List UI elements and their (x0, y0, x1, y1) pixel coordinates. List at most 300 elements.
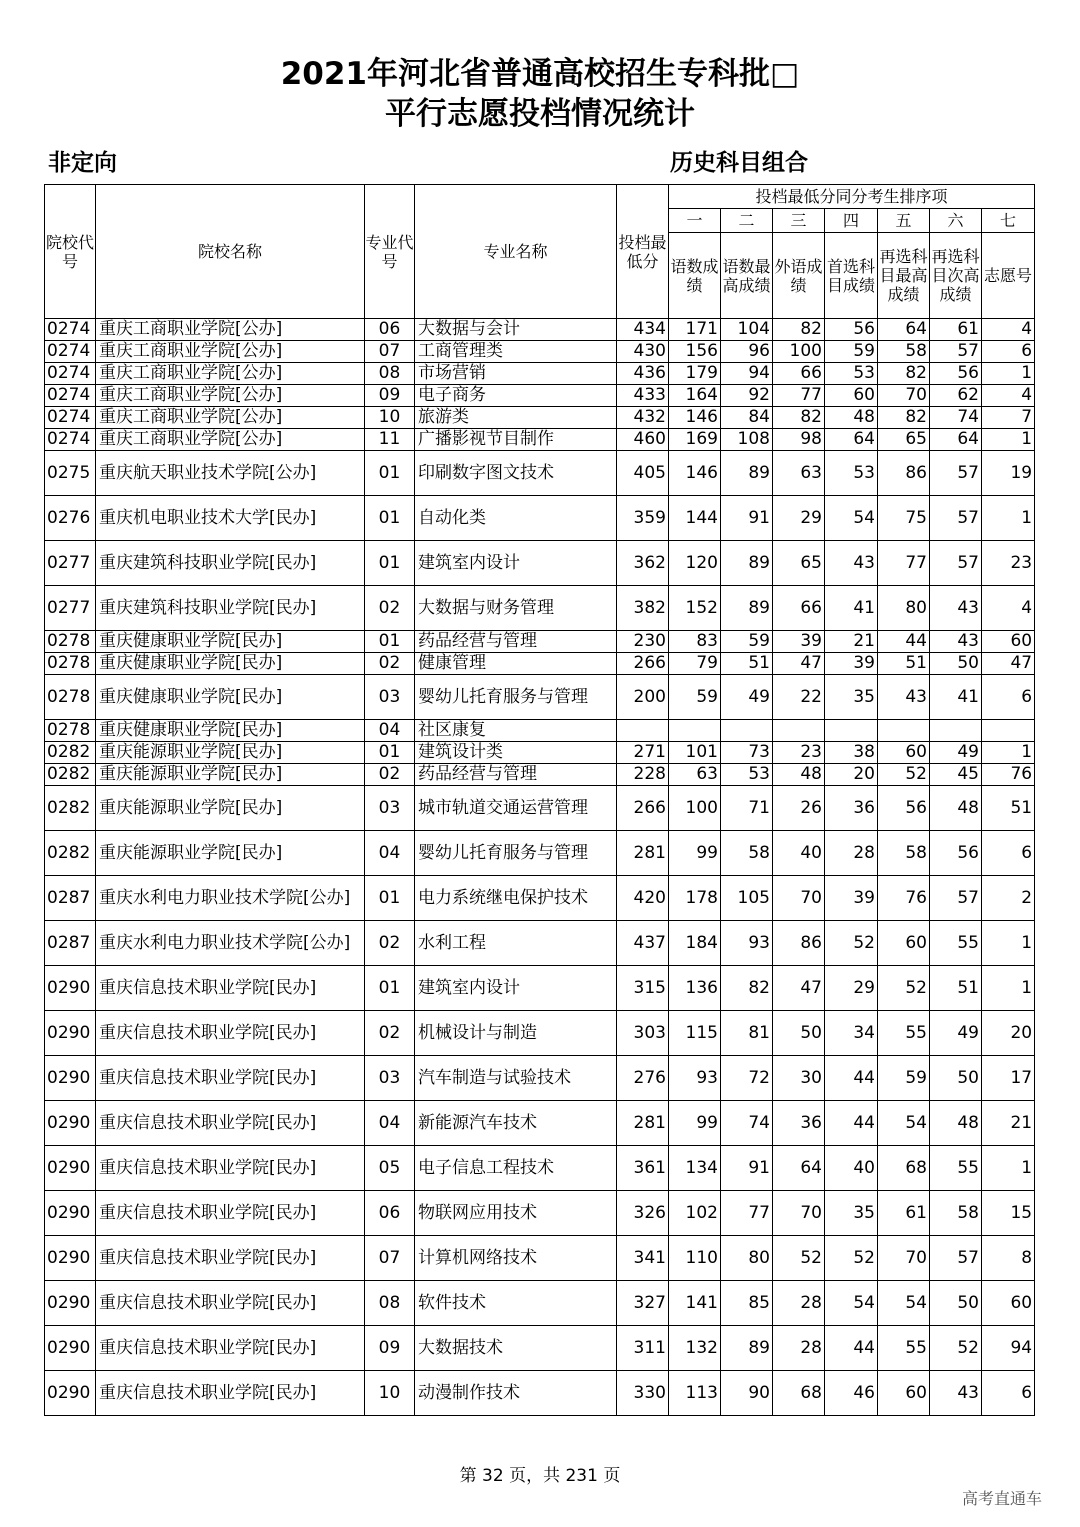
cell-foreign-language: 82 (773, 407, 825, 429)
cell-major-name: 药品经营与管理 (415, 631, 617, 653)
cell-min-score: 460 (617, 429, 669, 451)
cell-major-code: 05 (365, 1146, 415, 1191)
subtitle-subject-combo: 历史科目组合 (670, 150, 808, 176)
cell-first-subject: 40 (825, 1146, 878, 1191)
cell-elective-second: 74 (930, 407, 982, 429)
cell-chinese-math-max: 59 (721, 631, 773, 653)
cell-first-subject: 64 (825, 429, 878, 451)
table-row (45, 1371, 1035, 1416)
cell-foreign-language: 22 (773, 675, 825, 720)
cell-school-code: 0290 (45, 1236, 96, 1281)
cell-chinese-math-max: 82 (721, 966, 773, 1011)
cell-major-name: 城市轨道交通运营管理 (415, 786, 617, 831)
cell-major-code: 02 (365, 921, 415, 966)
cell-elective-max: 52 (878, 966, 930, 1011)
table-row (45, 1281, 1035, 1326)
cell-major-code: 04 (365, 1101, 415, 1146)
header-order-3: 三 (773, 209, 825, 233)
cell-chinese-math-max: 89 (721, 451, 773, 496)
header-order-6: 六 (930, 209, 982, 233)
cell-chinese-math: 99 (669, 831, 721, 876)
watermark: 高考直通车 (962, 1489, 1043, 1508)
cell-foreign-language: 30 (773, 1056, 825, 1101)
cell-elective-max: 82 (878, 407, 930, 429)
cell-first-subject: 28 (825, 831, 878, 876)
cell-first-subject: 53 (825, 363, 878, 385)
cell-first-subject: 59 (825, 341, 878, 363)
cell-chinese-math-max: 108 (721, 429, 773, 451)
table-row (45, 1326, 1035, 1371)
table-row (45, 653, 1035, 675)
cell-preference-no: 4 (982, 385, 1035, 407)
cell-school-code: 0276 (45, 496, 96, 541)
cell-elective-max: 76 (878, 876, 930, 921)
cell-major-name: 建筑室内设计 (415, 966, 617, 1011)
cell-chinese-math-max: 58 (721, 831, 773, 876)
cell-major-code: 03 (365, 1056, 415, 1101)
cell-major-name: 建筑室内设计 (415, 541, 617, 586)
cell-elective-second: 48 (930, 786, 982, 831)
cell-min-score: 382 (617, 586, 669, 631)
header-item-6: 再选科目次高成绩 (930, 233, 982, 319)
table-row (45, 921, 1035, 966)
table-row (45, 720, 1035, 742)
cell-chinese-math-max: 96 (721, 341, 773, 363)
cell-chinese-math-max: 77 (721, 1191, 773, 1236)
header-order-2: 二 (721, 209, 773, 233)
cell-first-subject: 41 (825, 586, 878, 631)
table-row (45, 341, 1035, 363)
cell-min-score: 266 (617, 653, 669, 675)
cell-min-score: 276 (617, 1056, 669, 1101)
header-order-5: 五 (878, 209, 930, 233)
cell-school-name: 重庆工商职业学院[公办] (96, 385, 365, 407)
cell-elective-second (930, 720, 982, 742)
cell-min-score (617, 720, 669, 742)
cell-elective-max: 75 (878, 496, 930, 541)
cell-chinese-math: 120 (669, 541, 721, 586)
cell-major-code: 03 (365, 675, 415, 720)
cell-major-code: 01 (365, 631, 415, 653)
cell-major-name: 大数据与会计 (415, 319, 617, 341)
cell-preference-no: 1 (982, 429, 1035, 451)
cell-foreign-language: 26 (773, 786, 825, 831)
cell-major-code: 01 (365, 876, 415, 921)
cell-major-name: 工商管理类 (415, 341, 617, 363)
cell-elective-max: 52 (878, 764, 930, 786)
table-row (45, 831, 1035, 876)
cell-elective-max: 70 (878, 385, 930, 407)
cell-preference-no: 8 (982, 1236, 1035, 1281)
cell-elective-max: 54 (878, 1281, 930, 1326)
cell-chinese-math-max: 73 (721, 742, 773, 764)
cell-chinese-math: 178 (669, 876, 721, 921)
cell-chinese-math-max: 105 (721, 876, 773, 921)
cell-chinese-math: 171 (669, 319, 721, 341)
cell-min-score: 405 (617, 451, 669, 496)
admission-table (44, 184, 1035, 1416)
cell-preference-no: 4 (982, 319, 1035, 341)
cell-school-name: 重庆工商职业学院[公办] (96, 319, 365, 341)
cell-min-score: 330 (617, 1371, 669, 1416)
cell-school-code: 0278 (45, 720, 96, 742)
cell-preference-no: 1 (982, 966, 1035, 1011)
cell-school-name: 重庆能源职业学院[民办] (96, 831, 365, 876)
cell-major-name: 电子信息工程技术 (415, 1146, 617, 1191)
cell-school-name: 重庆信息技术职业学院[民办] (96, 1146, 365, 1191)
cell-elective-second: 41 (930, 675, 982, 720)
table-row (45, 1101, 1035, 1146)
cell-chinese-math-max: 91 (721, 1146, 773, 1191)
cell-major-code: 01 (365, 451, 415, 496)
cell-chinese-math-max: 84 (721, 407, 773, 429)
cell-min-score: 311 (617, 1326, 669, 1371)
cell-foreign-language: 29 (773, 496, 825, 541)
table-row (45, 1056, 1035, 1101)
cell-elective-second: 57 (930, 496, 982, 541)
cell-preference-no: 23 (982, 541, 1035, 586)
cell-min-score: 341 (617, 1236, 669, 1281)
cell-school-code: 0278 (45, 653, 96, 675)
cell-school-code: 0290 (45, 1101, 96, 1146)
cell-first-subject: 39 (825, 876, 878, 921)
cell-preference-no: 6 (982, 341, 1035, 363)
cell-min-score: 359 (617, 496, 669, 541)
cell-chinese-math-max: 80 (721, 1236, 773, 1281)
cell-chinese-math-max: 49 (721, 675, 773, 720)
header-school-name: 院校名称 (96, 185, 365, 319)
cell-school-name: 重庆建筑科技职业学院[民办] (96, 541, 365, 586)
cell-school-code: 0282 (45, 786, 96, 831)
cell-foreign-language: 70 (773, 876, 825, 921)
cell-chinese-math: 136 (669, 966, 721, 1011)
cell-elective-max: 55 (878, 1326, 930, 1371)
cell-chinese-math-max: 90 (721, 1371, 773, 1416)
cell-major-name: 印刷数字图文技术 (415, 451, 617, 496)
table-row (45, 675, 1035, 720)
cell-major-code: 10 (365, 1371, 415, 1416)
header-item-5: 再选科目最高成绩 (878, 233, 930, 319)
cell-chinese-math: 99 (669, 1101, 721, 1146)
cell-major-name: 市场营销 (415, 363, 617, 385)
cell-first-subject: 53 (825, 451, 878, 496)
cell-school-name: 重庆能源职业学院[民办] (96, 786, 365, 831)
cell-elective-second: 49 (930, 742, 982, 764)
cell-school-name: 重庆健康职业学院[民办] (96, 720, 365, 742)
cell-elective-max: 43 (878, 675, 930, 720)
header-item-3: 外语成绩 (773, 233, 825, 319)
cell-major-code: 09 (365, 385, 415, 407)
cell-elective-max: 54 (878, 1101, 930, 1146)
cell-major-name: 大数据与财务管理 (415, 586, 617, 631)
cell-chinese-math: 179 (669, 363, 721, 385)
cell-preference-no: 1 (982, 921, 1035, 966)
cell-min-score: 326 (617, 1191, 669, 1236)
cell-major-code: 07 (365, 1236, 415, 1281)
cell-major-code: 07 (365, 341, 415, 363)
cell-school-code: 0274 (45, 407, 96, 429)
cell-major-name: 婴幼儿托育服务与管理 (415, 675, 617, 720)
cell-min-score: 434 (617, 319, 669, 341)
cell-elective-max: 64 (878, 319, 930, 341)
cell-preference-no: 76 (982, 764, 1035, 786)
cell-foreign-language: 28 (773, 1281, 825, 1326)
cell-preference-no: 6 (982, 831, 1035, 876)
table-row (45, 385, 1035, 407)
cell-elective-second: 55 (930, 921, 982, 966)
cell-chinese-math-max: 72 (721, 1056, 773, 1101)
table-row (45, 319, 1035, 341)
cell-school-name: 重庆信息技术职业学院[民办] (96, 1191, 365, 1236)
subtitle-category: 非定向 (48, 150, 117, 176)
cell-school-code: 0290 (45, 966, 96, 1011)
cell-min-score: 230 (617, 631, 669, 653)
cell-major-code: 01 (365, 742, 415, 764)
cell-foreign-language: 77 (773, 385, 825, 407)
cell-school-code: 0274 (45, 385, 96, 407)
cell-elective-second: 64 (930, 429, 982, 451)
cell-elective-max: 80 (878, 586, 930, 631)
cell-school-code: 0274 (45, 319, 96, 341)
cell-elective-max: 58 (878, 831, 930, 876)
cell-foreign-language: 47 (773, 653, 825, 675)
page-title-line1: 2021年河北省普通高校招生专科批□ (280, 56, 800, 92)
cell-major-name: 新能源汽车技术 (415, 1101, 617, 1146)
cell-elective-max: 60 (878, 921, 930, 966)
cell-elective-second: 43 (930, 631, 982, 653)
table-row (45, 1191, 1035, 1236)
cell-chinese-math: 141 (669, 1281, 721, 1326)
cell-preference-no: 1 (982, 496, 1035, 541)
cell-chinese-math: 146 (669, 407, 721, 429)
cell-major-code: 04 (365, 720, 415, 742)
cell-min-score: 266 (617, 786, 669, 831)
cell-first-subject: 20 (825, 764, 878, 786)
cell-school-name: 重庆信息技术职业学院[民办] (96, 1281, 365, 1326)
cell-preference-no: 19 (982, 451, 1035, 496)
cell-min-score: 362 (617, 541, 669, 586)
cell-preference-no: 6 (982, 1371, 1035, 1416)
cell-elective-max: 60 (878, 742, 930, 764)
cell-first-subject: 56 (825, 319, 878, 341)
cell-chinese-math: 134 (669, 1146, 721, 1191)
cell-min-score: 281 (617, 831, 669, 876)
cell-elective-max: 59 (878, 1056, 930, 1101)
cell-chinese-math-max: 85 (721, 1281, 773, 1326)
cell-elective-second: 43 (930, 1371, 982, 1416)
cell-school-code: 0290 (45, 1326, 96, 1371)
cell-school-name: 重庆信息技术职业学院[民办] (96, 1236, 365, 1281)
cell-chinese-math: 110 (669, 1236, 721, 1281)
cell-elective-second: 49 (930, 1011, 982, 1056)
cell-chinese-math: 169 (669, 429, 721, 451)
cell-school-name: 重庆建筑科技职业学院[民办] (96, 586, 365, 631)
cell-elective-second: 50 (930, 653, 982, 675)
table-row (45, 786, 1035, 831)
cell-school-name: 重庆能源职业学院[民办] (96, 742, 365, 764)
cell-foreign-language: 52 (773, 1236, 825, 1281)
table-row (45, 1011, 1035, 1056)
cell-major-code: 08 (365, 363, 415, 385)
header-school-code: 院校代号 (45, 185, 96, 319)
cell-major-name: 电子商务 (415, 385, 617, 407)
cell-major-name: 动漫制作技术 (415, 1371, 617, 1416)
header-item-1: 语数成绩 (669, 233, 721, 319)
cell-chinese-math: 113 (669, 1371, 721, 1416)
table-row (45, 451, 1035, 496)
cell-chinese-math-max: 93 (721, 921, 773, 966)
cell-foreign-language: 98 (773, 429, 825, 451)
cell-major-name: 物联网应用技术 (415, 1191, 617, 1236)
cell-major-code: 04 (365, 831, 415, 876)
cell-school-code: 0287 (45, 876, 96, 921)
cell-major-code: 06 (365, 319, 415, 341)
cell-major-name: 大数据技术 (415, 1326, 617, 1371)
table-row (45, 496, 1035, 541)
cell-elective-second: 51 (930, 966, 982, 1011)
cell-min-score: 200 (617, 675, 669, 720)
table-row (45, 429, 1035, 451)
cell-chinese-math-max: 94 (721, 363, 773, 385)
cell-chinese-math: 184 (669, 921, 721, 966)
cell-elective-second: 50 (930, 1281, 982, 1326)
cell-first-subject: 36 (825, 786, 878, 831)
cell-preference-no: 47 (982, 653, 1035, 675)
cell-chinese-math: 63 (669, 764, 721, 786)
cell-foreign-language: 66 (773, 363, 825, 385)
cell-elective-max (878, 720, 930, 742)
cell-chinese-math: 156 (669, 341, 721, 363)
cell-major-name: 自动化类 (415, 496, 617, 541)
cell-elective-second: 61 (930, 319, 982, 341)
cell-school-name: 重庆健康职业学院[民办] (96, 675, 365, 720)
cell-school-code: 0282 (45, 742, 96, 764)
cell-school-name: 重庆信息技术职业学院[民办] (96, 1011, 365, 1056)
cell-foreign-language: 100 (773, 341, 825, 363)
cell-elective-max: 82 (878, 363, 930, 385)
cell-school-code: 0274 (45, 429, 96, 451)
cell-school-name: 重庆机电职业技术大学[民办] (96, 496, 365, 541)
cell-elective-max: 65 (878, 429, 930, 451)
cell-first-subject: 60 (825, 385, 878, 407)
cell-major-name: 计算机网络技术 (415, 1236, 617, 1281)
cell-school-name: 重庆信息技术职业学院[民办] (96, 1371, 365, 1416)
cell-first-subject: 29 (825, 966, 878, 1011)
cell-chinese-math-max: 71 (721, 786, 773, 831)
cell-school-name: 重庆工商职业学院[公办] (96, 407, 365, 429)
cell-major-name: 水利工程 (415, 921, 617, 966)
cell-first-subject: 52 (825, 1236, 878, 1281)
cell-min-score: 271 (617, 742, 669, 764)
cell-major-code: 02 (365, 764, 415, 786)
cell-school-code: 0278 (45, 675, 96, 720)
table-row (45, 586, 1035, 631)
cell-elective-second: 57 (930, 451, 982, 496)
cell-first-subject: 39 (825, 653, 878, 675)
cell-elective-second: 58 (930, 1191, 982, 1236)
table-row (45, 363, 1035, 385)
cell-school-name: 重庆信息技术职业学院[民办] (96, 1056, 365, 1101)
cell-preference-no: 2 (982, 876, 1035, 921)
cell-chinese-math: 83 (669, 631, 721, 653)
cell-school-name: 重庆健康职业学院[民办] (96, 631, 365, 653)
cell-min-score: 433 (617, 385, 669, 407)
cell-school-name: 重庆工商职业学院[公办] (96, 363, 365, 385)
cell-chinese-math-max: 89 (721, 541, 773, 586)
cell-elective-max: 55 (878, 1011, 930, 1056)
cell-major-name: 机械设计与制造 (415, 1011, 617, 1056)
cell-chinese-math-max: 81 (721, 1011, 773, 1056)
cell-chinese-math: 100 (669, 786, 721, 831)
cell-first-subject (825, 720, 878, 742)
cell-foreign-language: 64 (773, 1146, 825, 1191)
cell-school-name: 重庆工商职业学院[公办] (96, 341, 365, 363)
cell-major-name: 旅游类 (415, 407, 617, 429)
cell-foreign-language: 47 (773, 966, 825, 1011)
cell-first-subject: 44 (825, 1101, 878, 1146)
cell-chinese-math-max: 89 (721, 586, 773, 631)
cell-first-subject: 35 (825, 1191, 878, 1236)
cell-school-name: 重庆工商职业学院[公办] (96, 429, 365, 451)
cell-preference-no: 60 (982, 1281, 1035, 1326)
cell-school-code: 0275 (45, 451, 96, 496)
header-tie-group: 投档最低分同分考生排序项 (669, 185, 1035, 209)
page-footer: 第 32 页，共 231 页 (459, 1466, 621, 1486)
cell-chinese-math: 132 (669, 1326, 721, 1371)
cell-min-score: 281 (617, 1101, 669, 1146)
cell-elective-max: 70 (878, 1236, 930, 1281)
cell-foreign-language: 86 (773, 921, 825, 966)
cell-chinese-math: 59 (669, 675, 721, 720)
cell-major-name: 药品经营与管理 (415, 764, 617, 786)
header-item-4: 首选科目成绩 (825, 233, 878, 319)
cell-foreign-language: 28 (773, 1326, 825, 1371)
cell-first-subject: 46 (825, 1371, 878, 1416)
cell-elective-max: 68 (878, 1146, 930, 1191)
cell-elective-max: 44 (878, 631, 930, 653)
cell-school-name: 重庆水利电力职业技术学院[公办] (96, 876, 365, 921)
cell-chinese-math: 102 (669, 1191, 721, 1236)
cell-min-score: 430 (617, 341, 669, 363)
cell-major-code: 08 (365, 1281, 415, 1326)
cell-elective-max: 58 (878, 341, 930, 363)
cell-major-name: 汽车制造与试验技术 (415, 1056, 617, 1101)
cell-min-score: 361 (617, 1146, 669, 1191)
cell-preference-no: 21 (982, 1101, 1035, 1146)
cell-min-score: 420 (617, 876, 669, 921)
cell-foreign-language: 48 (773, 764, 825, 786)
cell-elective-second: 52 (930, 1326, 982, 1371)
table-row (45, 742, 1035, 764)
cell-elective-second: 48 (930, 1101, 982, 1146)
cell-school-code: 0287 (45, 921, 96, 966)
cell-major-code: 01 (365, 541, 415, 586)
cell-elective-max: 61 (878, 1191, 930, 1236)
cell-chinese-math-max: 74 (721, 1101, 773, 1146)
cell-chinese-math-max: 91 (721, 496, 773, 541)
cell-min-score: 327 (617, 1281, 669, 1326)
table-row (45, 407, 1035, 429)
cell-elective-max: 51 (878, 653, 930, 675)
cell-major-name: 电力系统继电保护技术 (415, 876, 617, 921)
cell-chinese-math-max: 51 (721, 653, 773, 675)
cell-school-code: 0290 (45, 1011, 96, 1056)
header-major-name: 专业名称 (415, 185, 617, 319)
cell-foreign-language: 36 (773, 1101, 825, 1146)
cell-elective-max: 60 (878, 1371, 930, 1416)
cell-min-score: 437 (617, 921, 669, 966)
cell-school-name: 重庆航天职业技术学院[公办] (96, 451, 365, 496)
